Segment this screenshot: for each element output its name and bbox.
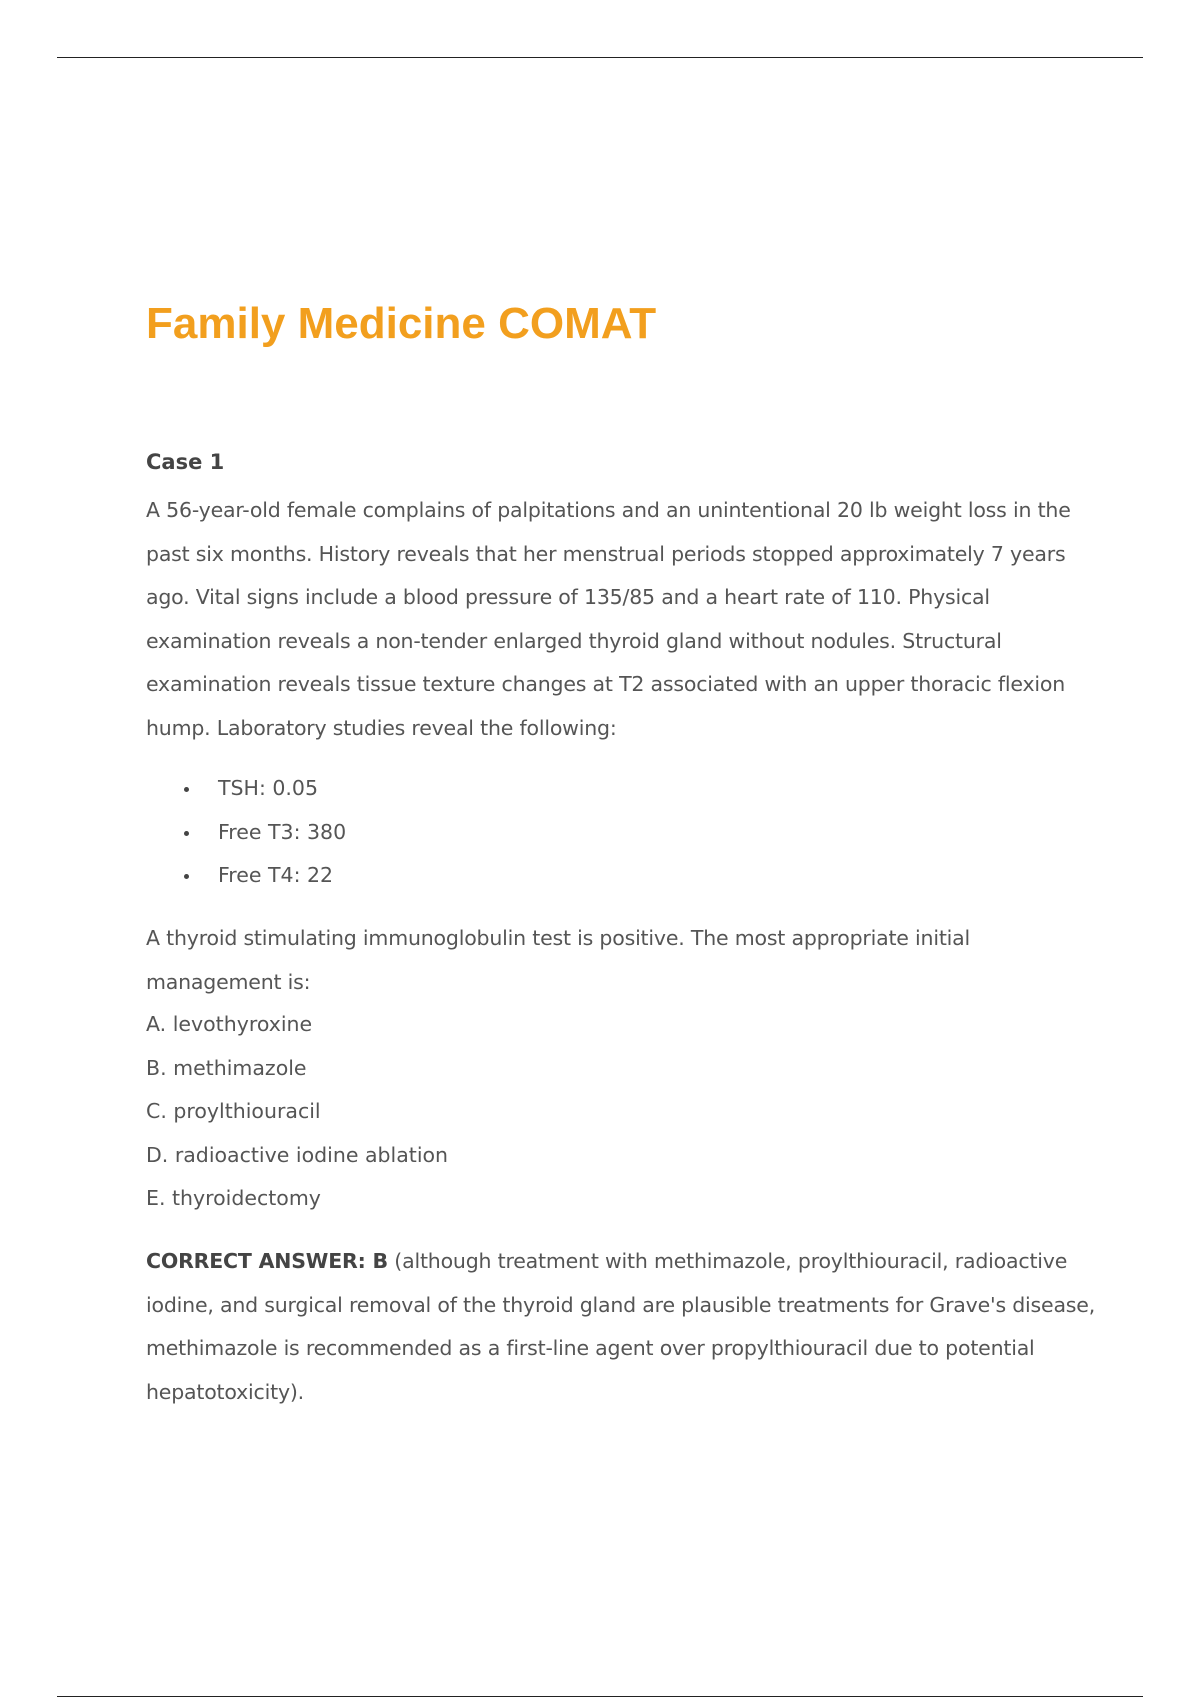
bottom-rule bbox=[57, 1696, 1143, 1697]
correct-answer bbox=[146, 1240, 1096, 1414]
answer-option-c: C. proylthiouracil bbox=[146, 1099, 321, 1123]
answer-option-a: A. levothyroxine bbox=[146, 1012, 313, 1036]
lab-result-item bbox=[146, 767, 346, 811]
answer-option-d: D. radioactive iodine ablation bbox=[146, 1142, 449, 1167]
page-title: Family Medicine COMAT bbox=[146, 299, 657, 348]
lab-result-text: Free T4: 22 bbox=[218, 863, 334, 887]
lab-result-item bbox=[146, 854, 346, 898]
lab-result-text: Free T3: 380 bbox=[218, 819, 347, 844]
correct-answer-label: CORRECT ANSWER: B bbox=[146, 1249, 388, 1273]
case-heading: Case 1 bbox=[146, 450, 225, 474]
lab-results-list bbox=[146, 767, 346, 898]
correct-answer-explanation: (although treatment with methimazole, proylthiouracil, radioactive iodine, and surgical removal of the thyroid gland are plausible treatments for Grave's disease, methimazole is recommended as a first-line agent over propylthiouracil due to potential hepatotoxicity). bbox=[146, 1249, 1096, 1404]
bullet-icon bbox=[184, 787, 189, 792]
answer-option-e: E. thyroidectomy bbox=[146, 1186, 321, 1210]
answer-option-b: B. methimazole bbox=[146, 1055, 307, 1080]
top-rule bbox=[57, 57, 1143, 58]
answer-options-list bbox=[146, 1003, 448, 1221]
lab-result-text: TSH: 0.05 bbox=[218, 776, 319, 800]
case-stem: A 56-year-old female complains of palpitations and an unintentional 20 lb weight loss in the past six months. History reveals that her menstrual periods stopped approximately 7 years ago. Vital signs include a blood pressure of 135/85 and a heart rate of 110. Physical examination reveals a non-tender enlarged thyroid gland without nodules. Structural examination reveals tissue texture changes at T2 associated with an upper thoracic flexion hump. Laboratory studies reveal the following: bbox=[146, 498, 1071, 740]
bullet-icon bbox=[184, 874, 189, 879]
bullet-icon bbox=[184, 831, 189, 836]
lab-result-item bbox=[146, 811, 346, 855]
question-text: A thyroid stimulating immunoglobulin test is positive. The most appropriate initial management is: bbox=[146, 926, 971, 994]
